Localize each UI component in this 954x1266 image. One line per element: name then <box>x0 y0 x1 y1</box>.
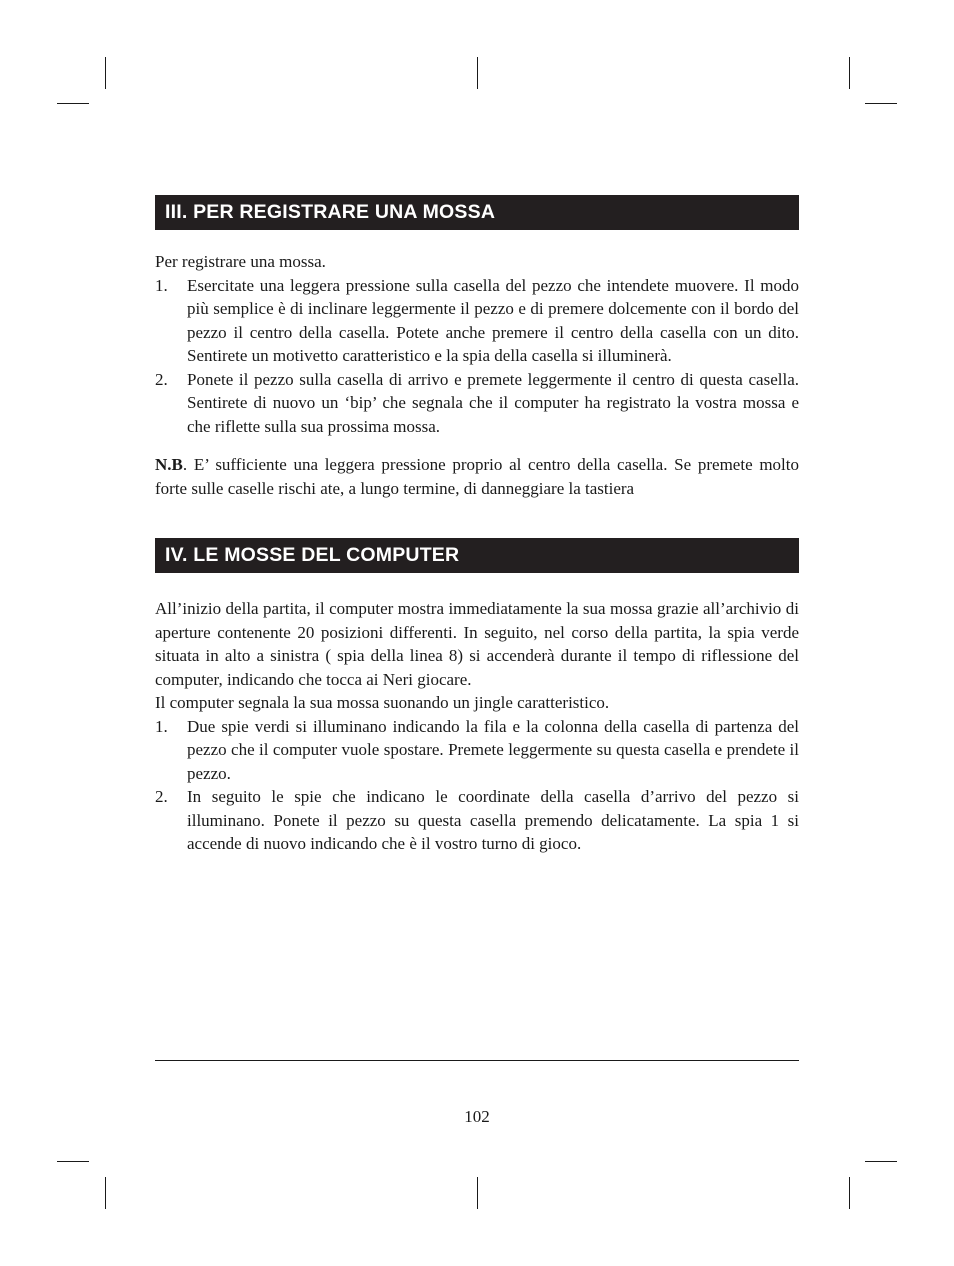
list-number: 2. <box>155 369 168 389</box>
list-item <box>155 715 799 786</box>
crop-mark <box>105 1177 106 1209</box>
numbered-list <box>155 715 799 856</box>
footer-rule <box>155 1060 799 1061</box>
page-content <box>155 195 799 856</box>
list-text: Ponete il pezzo sulla casella di arrivo e premete leggermente il centro di questa casella. Sentirete di nuovo un ‘bip’ che segnala che il computer ha registrato la vostra mossa e che riflette sulla sua prossima mossa. <box>187 369 799 436</box>
body-paragraph: All’inizio della partita, il computer mostra immediatamente la sua mossa grazie all’archivio di aperture contenente 20 posizioni differenti. In seguito, nel corso della partita, la spia verde situata in alto a sinistra ( spia della linea 8) si accenderà durante il tempo di riflessione del computer, indicando che tocca ai Neri giocare. <box>155 599 799 689</box>
list-item <box>155 274 799 368</box>
list-number: 1. <box>155 716 168 736</box>
numbered-list <box>155 274 799 439</box>
section-heading-bar <box>155 195 799 230</box>
list-item <box>155 785 799 856</box>
crop-mark <box>849 57 850 89</box>
crop-mark <box>865 1161 897 1162</box>
crop-mark <box>477 1177 478 1209</box>
body-paragraph: Il computer segnala la sua mossa suonando un jingle caratteristico. <box>155 693 610 712</box>
list-number: 1. <box>155 275 168 295</box>
crop-mark <box>105 57 106 89</box>
nb-text: . E’ sufficiente una leggera pressione proprio al centro della casella. Se premete molto forte sulle caselle rischi ate, a lungo termine, di danneggiare la tastiera <box>155 455 799 498</box>
nb-label: N.B <box>155 455 183 474</box>
section-heading-bar <box>155 538 799 573</box>
page-number: 102 <box>464 1107 490 1126</box>
crop-mark <box>57 1161 89 1162</box>
list-text: Due spie verdi si illuminano indicando la fila e la colonna della casella di partenza del pezzo che il computer vuole spostare. Premete leggermente su questa casella e prendete il pezzo. <box>187 716 799 783</box>
list-text: Esercitate una leggera pressione sulla casella del pezzo che intendete muovere. Il modo più semplice è di inclinare leggermente il pezzo e di premere dolcemente con il bordo del pezzo il centro della casella. Potete anche premere il centro della casella con un dito. Sentirete un motivetto caratteristico e la spia della casella si illuminerà. <box>187 275 799 365</box>
nb-note <box>155 453 799 500</box>
crop-mark <box>849 1177 850 1209</box>
crop-mark <box>57 103 89 104</box>
section-heading: III. PER REGISTRARE UNA MOSSA <box>165 200 496 223</box>
crop-mark <box>477 57 478 89</box>
list-text: In seguito le spie che indicano le coordinate della casella d’arrivo del pezzo si illuminano. Ponete il pezzo su questa casella premendo delicatamente. La spia 1 si accende di nuovo indicando che è il vostro turno di gioco. <box>187 787 799 853</box>
crop-mark <box>865 103 897 104</box>
section-heading: IV. LE MOSSE DEL COMPUTER <box>165 543 460 566</box>
list-number: 2. <box>155 787 168 806</box>
intro-text: Per registrare una mossa. <box>155 252 326 271</box>
list-item <box>155 368 799 439</box>
